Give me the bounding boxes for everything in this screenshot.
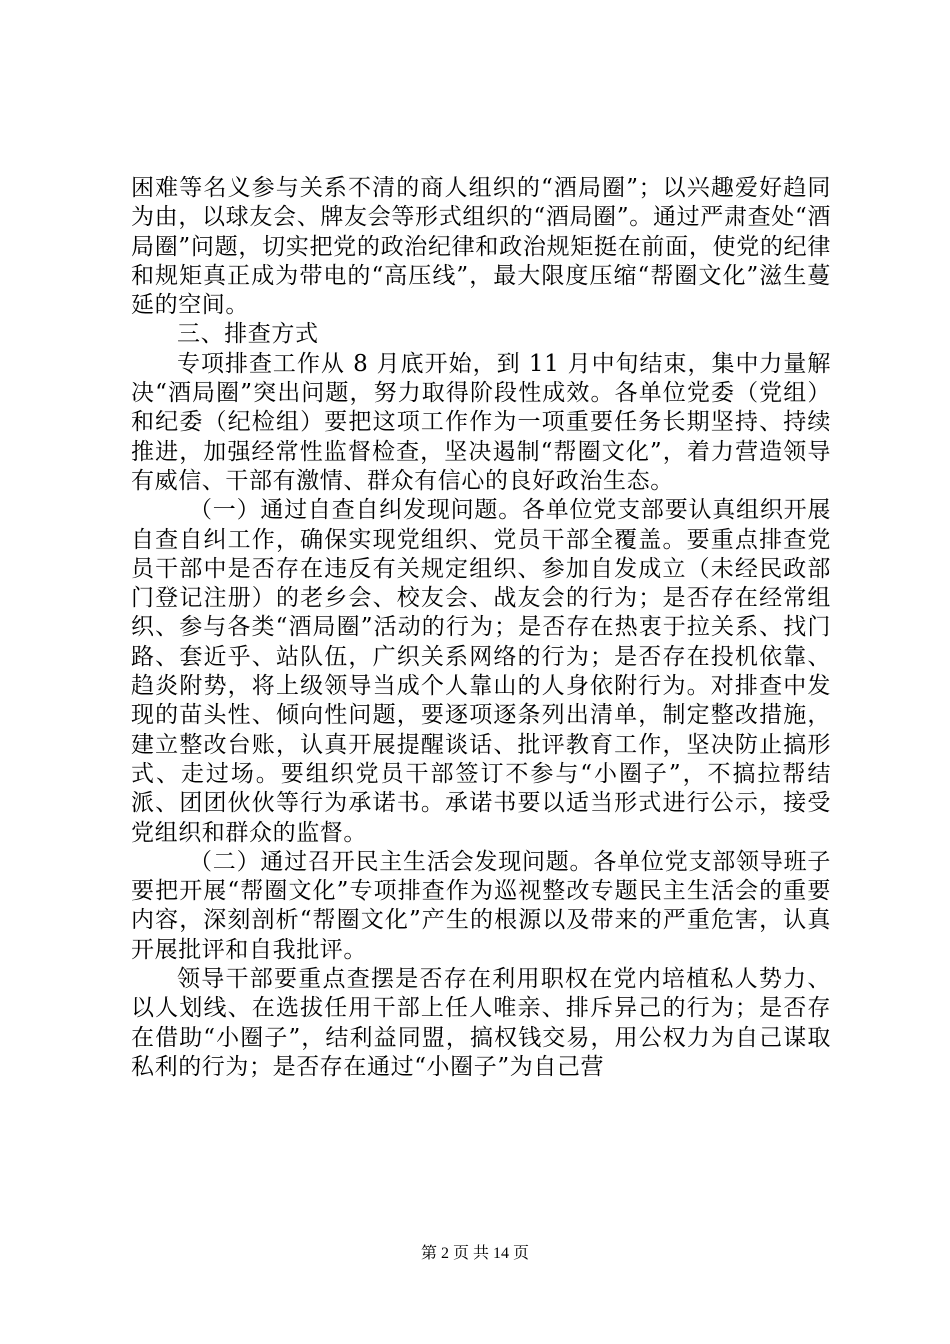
page-number-footer: 第 2 页 共 14 页 bbox=[420, 1245, 529, 1262]
paragraph-self-check: （一）通过自查自纠发现问题。各单位党支部要认真组织开展自查自纠工作，确保实现党组织、党员干部全覆盖。要重点排查党员干部中是否存在违反有关规定组织、参加自发成立（未经民政部门登记注册）的老乡会、校友会、战友会的行为；是否存在经常组织、参与各类“酒局圈”活动的行为；是否存在热衷于拉关系、找门路、套近乎、站队伍，广织关系网络的行为；是否存在投机依靠、趋炎附势，将上级领导当成个人靠山的人身依附行为。对排查中发现的苗头性、倾向性问题，要逐项逐条列出清单，制定整改措施，建立整改台账，认真开展提醒谈话、批评教育工作，坚决防止搞形式、走过场。要组织党员干部签订不参与“小圈子”，不搞拉帮结派、团团伙伙等行为承诺书。承诺书要以适当形式进行公示，接受党组织和群众的监督。 bbox=[131, 497, 831, 846]
paragraph-democratic-meeting: （二）通过召开民主生活会发现问题。各单位党支部领导班子要把开展“帮圈文化”专项排查作为巡视整改专题民主生活会的重要内容，深刻剖析“帮圈文化”产生的根源以及带来的严重危害，认真开展批评和自我批评。 bbox=[131, 848, 831, 963]
document-body bbox=[131, 174, 831, 1082]
paragraph-continuation: 困难等名义参与关系不清的商人组织的“酒局圈”；以兴趣爱好趋同为由，以球友会、牌友会等形式组织的“酒局圈”。通过严肃查处“酒局圈”问题，切实把党的政治纪律和政治规矩挺在前面，使党的纪律和规矩真正成为带电的“高压线”，最大限度压缩“帮圈文化”滋生蔓延的空间。 bbox=[131, 175, 831, 319]
paragraph-leaders-review: 领导干部要重点查摆是否存在利用职权在党内培植私人势力、以人划线、在选拔任用干部上任人唯亲、排斥异己的行为；是否存在借助“小圈子”，结利益同盟，搞权钱交易，用公权力为自己谋取私利的行为；是否存在通过“小圈子”为自己营 bbox=[131, 966, 831, 1080]
section-heading: 三、排查方式 bbox=[177, 321, 319, 348]
paragraph-schedule: 专项排查工作从 8 月底开始，到 11 月中旬结束，集中力量解决“酒局圈”突出问题，努力取得阶段性成效。各单位党委（党组）和纪委（纪检组）要把这项工作作为一项重要任务长期坚持、持续推进，加强经常性监督检查，坚决遏制“帮圈文化”，着力营造领导有威信、干部有激情、群众有信心的良好政治生态。 bbox=[131, 350, 831, 494]
